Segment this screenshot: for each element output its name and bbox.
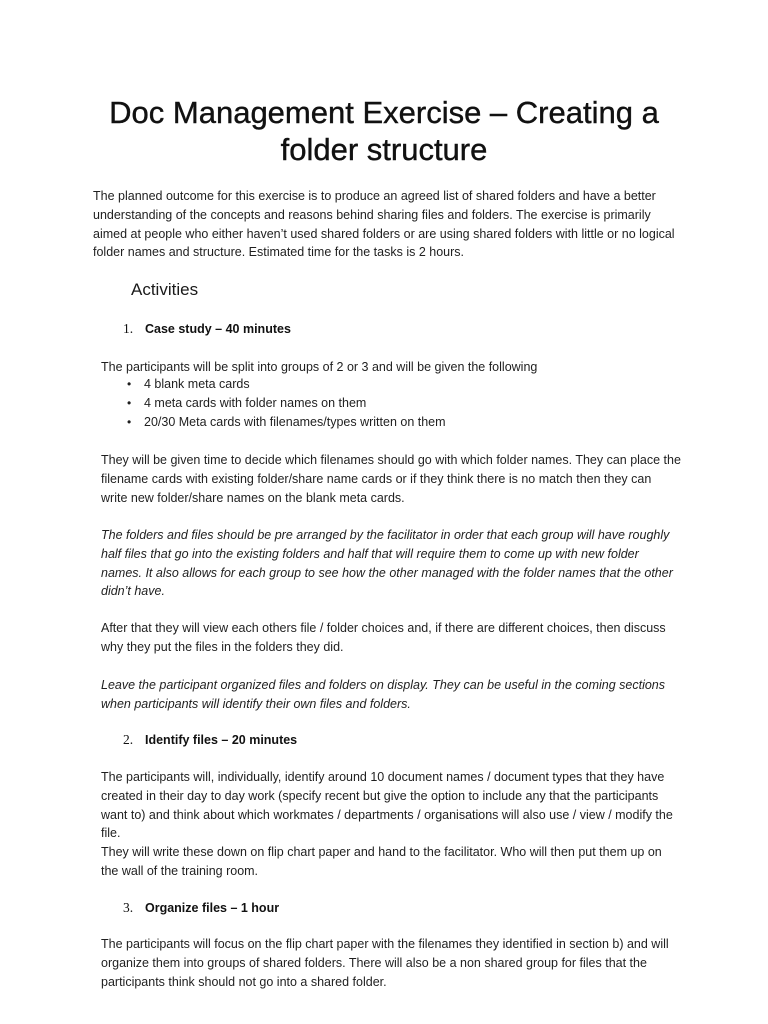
- section-1-heading: [123, 320, 291, 338]
- section-2-title: Identify files – 20 minutes: [145, 733, 298, 747]
- document-title-line-2: folder structure: [280, 132, 488, 167]
- section-3-title: Organize files – 1 hour: [145, 901, 280, 915]
- list-item: [127, 375, 446, 394]
- section-3-number: 3.: [123, 900, 134, 915]
- document-title-line-1: Doc Management Exercise – Creating a: [109, 95, 659, 130]
- section-1-number: 1.: [123, 321, 134, 336]
- bullet-icon: •: [127, 414, 132, 429]
- section-2-paragraph-2: They will write these down on flip chart paper and hand to the facilitator. Who will then put them up on the wall of the training room.: [101, 845, 662, 878]
- bullet-icon: •: [127, 377, 132, 391]
- section-2-number: 2.: [123, 732, 134, 747]
- section-1-lead: The participants will be split into groups of 2 or 3 and will be given the following: [101, 360, 538, 374]
- section-2-heading: [123, 731, 297, 749]
- section-1-paragraph-1: They will be given time to decide which filenames should go with which folder names. They can place the filename cards with existing folder/share name cards or if they think there is no match then they can write new folder/share names on the blank meta cards.: [101, 453, 681, 505]
- section-1-facilitator-note: The folders and files should be pre arranged by the facilitator in order that each group will have roughly half files that go into the existing folders and half that will require them to come up with new folder names. It also allows for each group to see how the other managed with the folder names that the other didn’t have.: [101, 528, 673, 599]
- bullet-icon: •: [127, 395, 132, 410]
- list-item: [127, 413, 446, 432]
- section-1-title: Case study – 40 minutes: [145, 322, 291, 336]
- section-3-heading: [123, 899, 279, 917]
- section-2-paragraph-1: The participants will, individually, identify around 10 document names / document types that they have created in their day to day work (specify recent but give the option to include any that the participants want to) and think about which workmates / departments / organisations will also use / view / modify the file.: [101, 770, 673, 841]
- list-item: [127, 394, 446, 413]
- section-1-bullet-list: [127, 375, 446, 431]
- section-1-paragraph-2: After that they will view each others file / folder choices and, if there are different choices, then discuss why they put the files in the folders they did.: [101, 621, 666, 654]
- list-item-text: 4 blank meta cards: [144, 377, 250, 391]
- activities-heading: Activities: [131, 280, 199, 299]
- section-3-paragraph-1: The participants will focus on the flip chart paper with the filenames they identified in section b) and will organize them into groups of shared folders. There will also be a non shared group for files that the participants think should not go into a shared folder.: [101, 937, 669, 989]
- intro-paragraph: The planned outcome for this exercise is to produce an agreed list of shared folders and have a better understanding of the concepts and reasons behind sharing files and folders. The exercise is primarily aimed at people who either haven’t used shared folders or are using shared folders with little or no logical folder names and structure. Estimated time for the tasks is 2 hours.: [93, 189, 675, 260]
- list-item-text: 20/30 Meta cards with filenames/types written on them: [144, 414, 446, 429]
- list-item-text: 4 meta cards with folder names on them: [144, 395, 367, 410]
- section-1-display-note: Leave the participant organized files and folders on display. They can be useful in the coming sections when participants will identify their own files and folders.: [101, 678, 665, 711]
